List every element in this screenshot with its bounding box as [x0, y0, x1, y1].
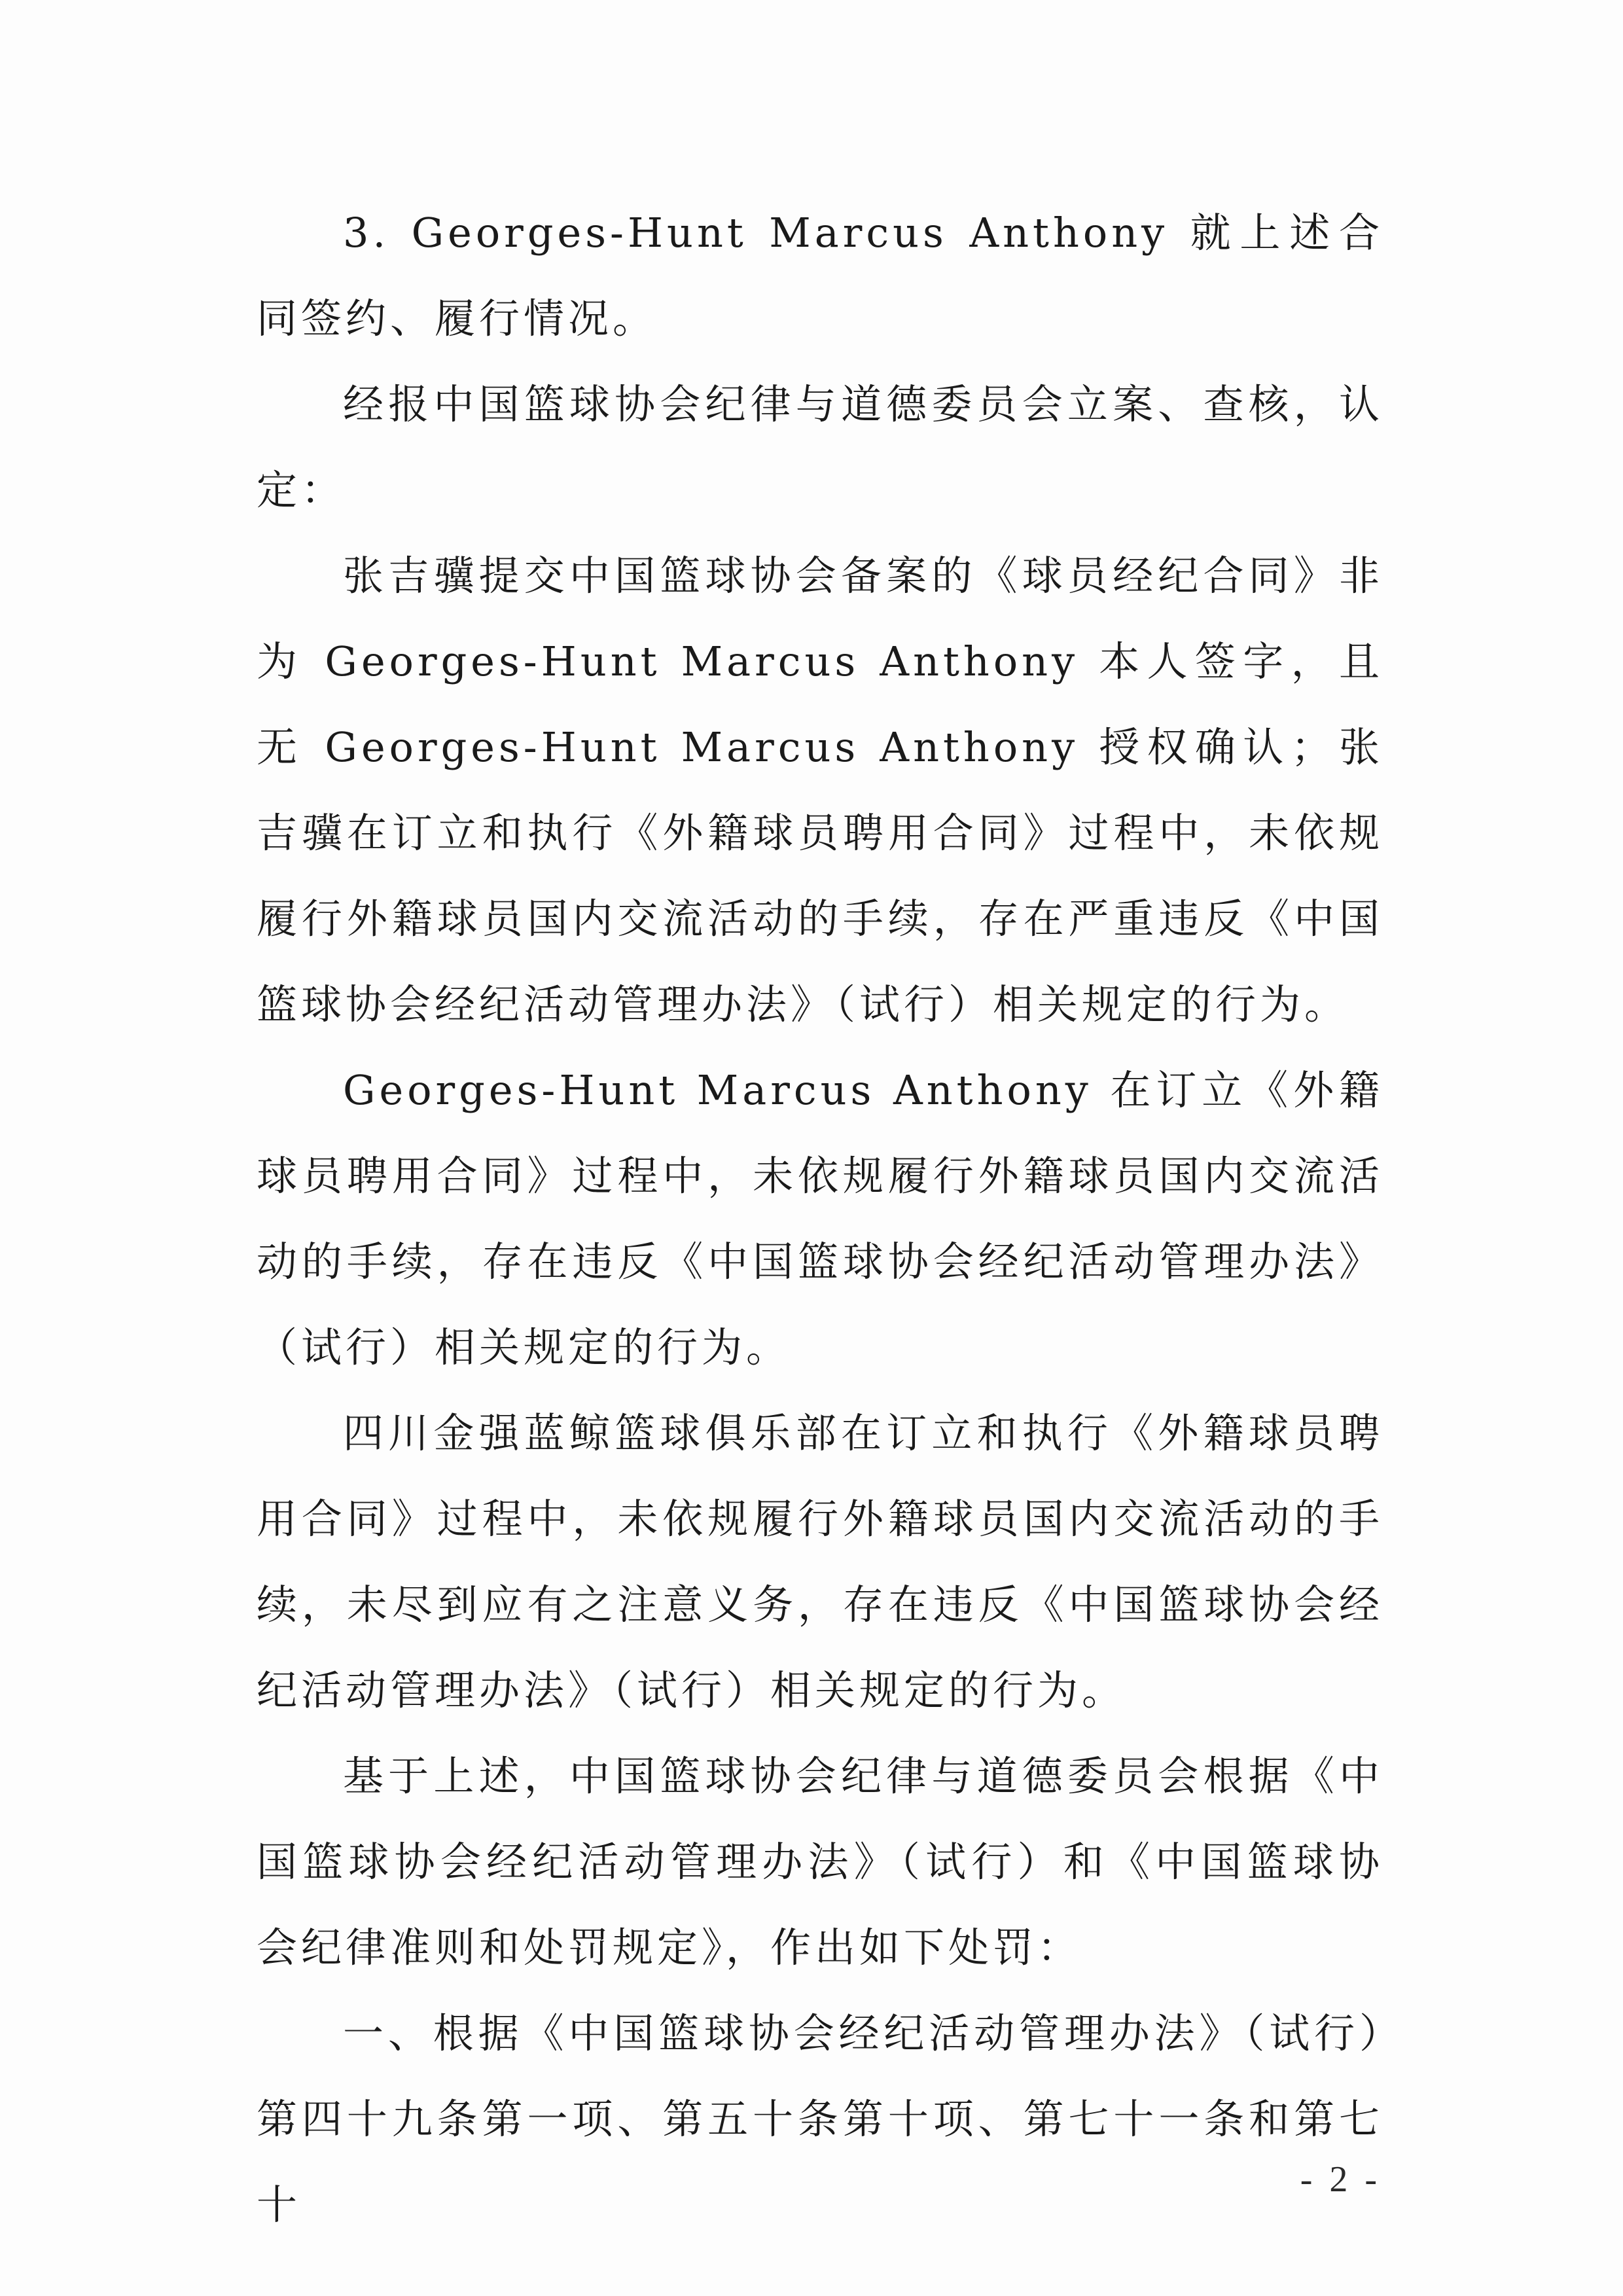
document-body	[257, 190, 1383, 2248]
paragraph-agent-violation: 张吉骥提交中国篮球协会备案的《球员经纪合同》非为 Georges-Hunt Marcus Anthony 本人签字，且无 Georges-Hunt Marcus Anthony 授权确认；张吉骥在订立和执行《外籍球员聘用合同》过程中，未依规履行外籍球员国内交流活动的手续，存在严重违反《中国篮球协会经纪活动管理办法》（试行）相关规定的行为。	[257, 552, 1383, 1028]
paragraph-penalty-item-1: 一、根据《中国篮球协会经纪活动管理办法》（试行）第四十九条第一项、第五十条第十项、第七十一条和第七十	[257, 2009, 1383, 2229]
page-number: - 2 -	[1300, 2159, 1381, 2200]
paragraph-contract-signing: 3. Georges-Hunt Marcus Anthony 就上述合同签约、履行情况。	[257, 209, 1383, 342]
paragraph-penalty-basis: 基于上述，中国篮球协会纪律与道德委员会根据《中国篮球协会经纪活动管理办法》（试行）和《中国篮球协会纪律准则和处罚规定》，作出如下处罚：	[257, 1752, 1383, 1971]
paragraph-club-violation: 四川金强蓝鲸篮球俱乐部在订立和执行《外籍球员聘用合同》过程中，未依规履行外籍球员国内交流活动的手续，未尽到应有之注意义务，存在违反《中国篮球协会经纪活动管理办法》（试行）相关规定的行为。	[257, 1409, 1383, 1714]
paragraph-player-violation: Georges-Hunt Marcus Anthony 在订立《外籍球员聘用合同》过程中，未依规履行外籍球员国内交流活动的手续，存在违反《中国篮球协会经纪活动管理办法》（试行）相关规定的行为。	[257, 1066, 1383, 1371]
paragraph-investigation-finding: 经报中国篮球协会纪律与道德委员会立案、查核，认定：	[257, 380, 1383, 514]
